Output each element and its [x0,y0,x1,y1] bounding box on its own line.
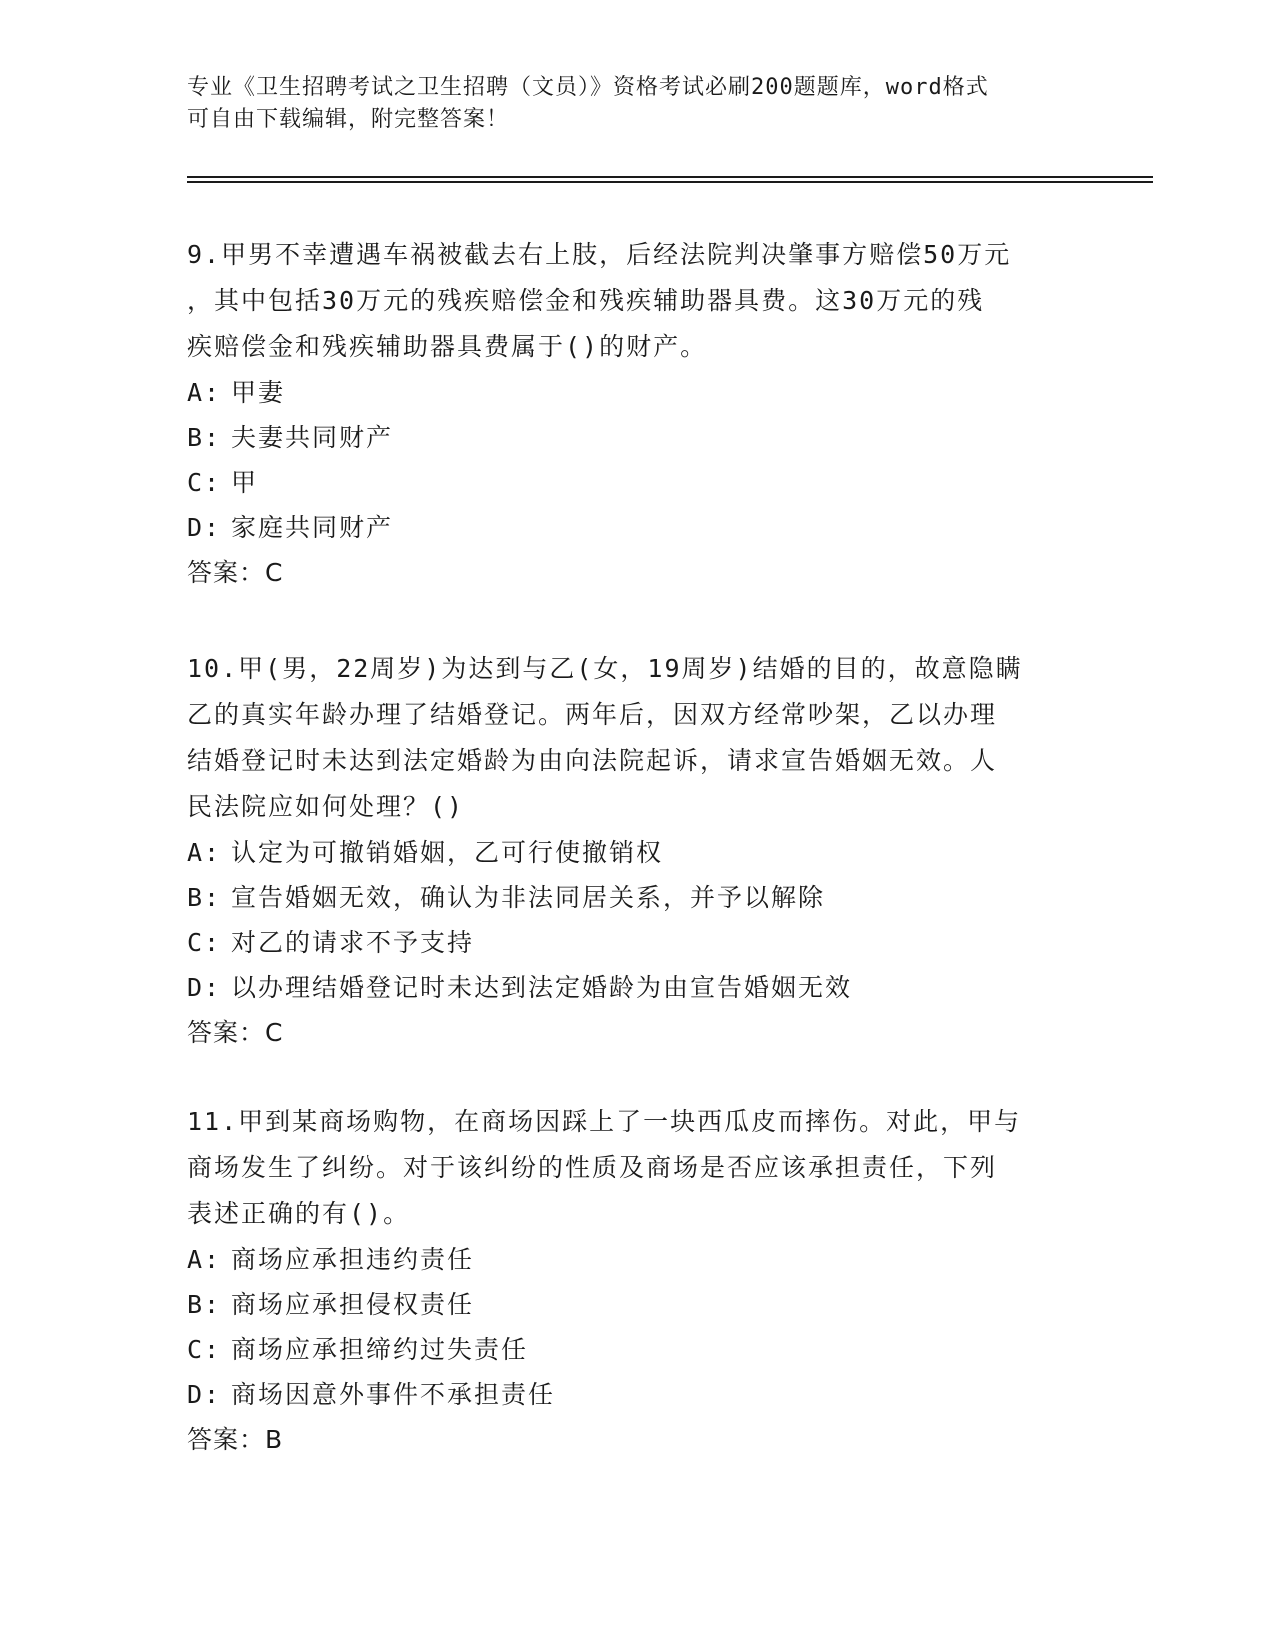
option-d [187,1372,1067,1417]
question-block [187,646,1067,1056]
question-text-line: 表述正确的有()。 [187,1199,411,1228]
option-key: A: [187,378,222,407]
option-key: B: [187,883,222,912]
option-key: C: [187,468,222,497]
question-text-line: 10.甲(男，22周岁)为达到与乙(女，19周岁)结婚的目的，故意隐瞒 [187,654,1023,683]
answer-line: 答案：C [187,558,284,587]
option-a [187,830,1067,875]
option-text: 商场应承担违约责任 [231,1245,475,1274]
option-text: 以办理结婚登记时未达到法定婚龄为由宣告婚姻无效 [231,973,853,1002]
option-text: 甲妻 [231,378,286,407]
option-key: B: [187,423,222,452]
option-text: 对乙的请求不予支持 [231,928,475,957]
option-key: C: [187,1335,222,1364]
option-b [187,415,1067,460]
header-divider [187,176,1153,178]
option-key: D: [187,1380,222,1409]
option-text: 商场因意外事件不承担责任 [231,1380,556,1409]
option-key: D: [187,513,222,542]
question-text-line: 乙的真实年龄办理了结婚登记。两年后，因双方经常吵架，乙以办理 [187,700,998,729]
option-key: A: [187,838,222,867]
option-d [187,965,1067,1010]
option-b [187,1282,1067,1327]
option-key: A: [187,1245,222,1274]
option-text: 商场应承担缔约过失责任 [231,1335,529,1364]
option-c [187,460,1067,505]
question-block [187,232,1067,596]
option-text: 宣告婚姻无效，确认为非法同居关系，并予以解除 [231,883,826,912]
header-line: 专业《卫生招聘考试之卫生招聘（文员）》资格考试必刷200题题库，word格式 [187,75,989,100]
question-text-line: 11.甲到某商场购物，在商场因踩上了一块西瓜皮而摔伤。对此，甲与 [187,1107,1022,1136]
option-a [187,370,1067,415]
answer-line: 答案：B [187,1425,284,1454]
question-block [187,1099,1067,1463]
document-header [187,72,1067,136]
header-divider [187,181,1153,183]
option-text: 商场应承担侵权责任 [231,1290,475,1319]
question-text-line: 疾赔偿金和残疾辅助器具费属于()的财产。 [187,332,708,361]
option-key: D: [187,973,222,1002]
option-text: 认定为可撤销婚姻，乙可行使撤销权 [231,838,664,867]
question-text-line: ，其中包括30万元的残疾赔偿金和残疾辅助器具费。这30万元的残 [187,286,985,315]
option-text: 夫妻共同财产 [231,423,394,452]
header-line: 可自由下载编辑，附完整答案！ [187,107,510,132]
option-c [187,920,1067,965]
option-d [187,505,1067,550]
question-text-line: 商场发生了纠纷。对于该纠纷的性质及商场是否应该承担责任，下列 [187,1153,998,1182]
answer-line: 答案：C [187,1018,284,1047]
option-text: 甲 [231,468,259,497]
option-c [187,1327,1067,1372]
question-text-line: 民法院应如何处理？() [187,792,465,821]
option-text: 家庭共同财产 [231,513,394,542]
option-b [187,875,1067,920]
option-key: B: [187,1290,222,1319]
option-a [187,1237,1067,1282]
option-key: C: [187,928,222,957]
question-text-line: 9.甲男不幸遭遇车祸被截去右上肢，后经法院判决肇事方赔偿50万元 [187,240,1012,269]
question-text-line: 结婚登记时未达到法定婚龄为由向法院起诉，请求宣告婚姻无效。人 [187,746,998,775]
